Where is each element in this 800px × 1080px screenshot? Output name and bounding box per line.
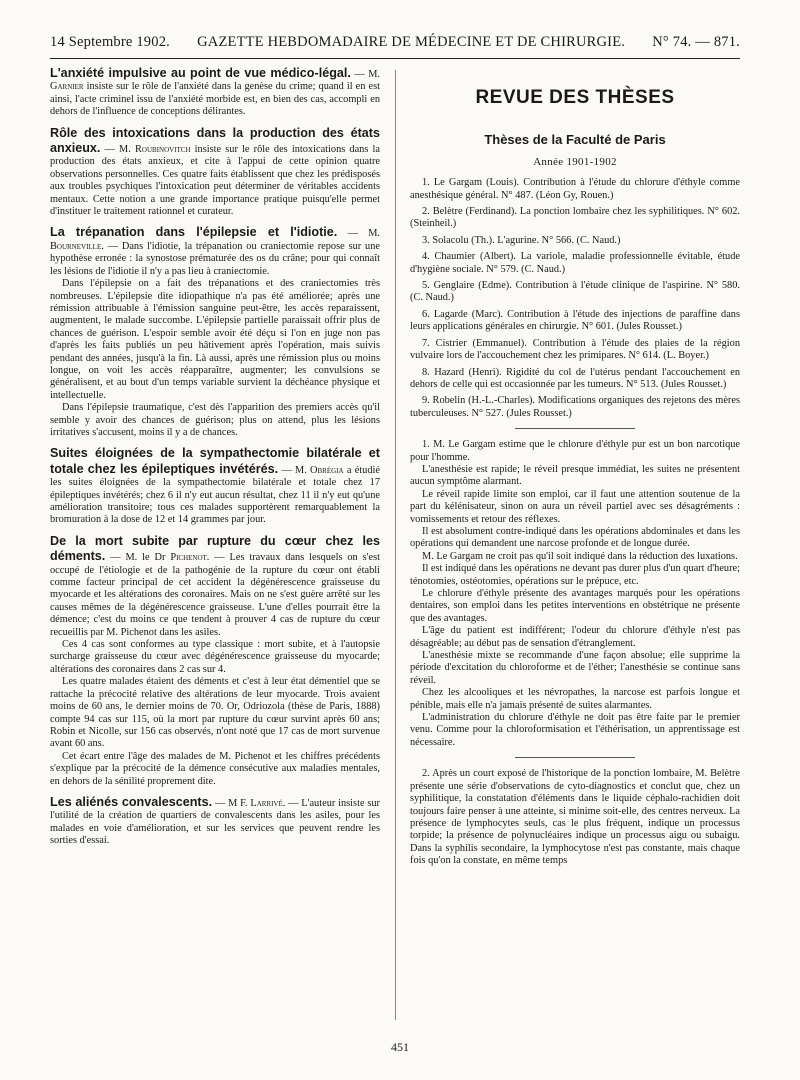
list-item: 9. Robelin (H.-L.-Charles). Modifications organiques des rejetons des mères tuberculeuses. N° 527. (Jules Rousset.) [410, 395, 740, 419]
column-divider [395, 70, 396, 1020]
review-paragraph: L'administration du chlorure d'éthyle ne doit pas être faite par le premier venu. Comme pour la chloroformisation et l'éthérisation, un apprentissage est nécessaire. [410, 712, 740, 748]
section-author: Obrégia [310, 464, 344, 476]
separator-rule [515, 428, 635, 429]
section-author: Larrivé [250, 797, 283, 809]
list-item: 7. Cistrier (Emmanuel). Contribution à l'étude des plaies de la région vulvaire lors de l'accouchement chez les primipares. N° 614. (L. Boyer.) [410, 337, 740, 362]
section-title: De la mort subite par rupture du cœur chez les déments. [50, 533, 380, 564]
header-journal: GAZETTE HEBDOMADAIRE DE MÉDECINE ET DE CHIRURGIE. [197, 34, 626, 50]
section-text: a étudié les suites éloignées de la sympathectomie bilatérale et totale chez 17 épileptiques invétérés; chez 6 il n'y eut aucun résultat, chez 11 il n'y eut qu'une amélioration transitoire; tous ces malades supportèrent remarquablement la bromuration à la dose de 12 et 14 grammes par jour. [50, 464, 380, 526]
list-item: 4. Chaumier (Albert). La variole, maladie professionnelle évitable, étude d'hygiène sociale. N° 579. (C. Naud.) [410, 251, 740, 275]
review-paragraph: L'âge du patient est indifférent; l'odeur du chlorure d'éthyle n'est pas désagréable; au début pas de sensation d'étranglement. [410, 625, 740, 649]
section-text: insiste sur le rôle de l'anxiété dans la genèse du crime; quand il en est ainsi, l'acte criminel issu de l'anxiété morbide est, en bien des cas, accompli en dehors de l'influence de conceptions délirantes. [50, 81, 380, 118]
review-year: Année 1901-1902 [533, 155, 617, 168]
list-item: 5. Genglaire (Edme). Contribution à l'étude clinique de l'aspirine. N° 580. (C. Naud.) [410, 280, 740, 304]
section-paragraph: Cet écart entre l'âge des malades de M. Pichenot et les chiffres précédents s'explique par la précocité de la démence consécutive aux maladies mentales, en dehors de la sénilité proprement dite. [50, 750, 380, 787]
section-alienes: Les aliénés convalescents. — M F. Larrivé. — L'auteur insiste sur l'utilité de la création de quartiers de convalescents dans les asiles, pour les malades en voie d'amélioration, et sur les services que peuvent rendre les sorties d'essai. [50, 794, 380, 847]
review-paragraph: L'anesthésie est rapide; le réveil presque immédiat, les suites ne présentent aucun symptôme alarmant. [410, 463, 740, 488]
list-item: 1. Le Gargam (Louis). Contribution à l'étude du chlorure d'éthyle comme anesthésique général. N° 487. (Léon Gy, Rouen.) [410, 177, 740, 201]
list-item: 2. Belètre (Ferdinand). La ponction lombaire chez les syphilitiques. N° 602. (Steinheil.) [410, 206, 740, 230]
review-paragraph: Le chlorure d'éthyle présente des avantages marqués pour les opérations dentaires, son emploi dans les petites interventions en obstétrique ne présente que des avantages. [410, 588, 740, 624]
review-paragraph: 1. M. Le Gargam estime que le chlorure d'éthyle pur est un bon narcotique pour l'homme. [410, 439, 740, 463]
section-author: Garnier [50, 81, 84, 93]
section-title: L'anxiété impulsive au point de vue médico-légal. [50, 66, 351, 80]
review-paragraph: Le réveil rapide limite son emploi, car il faut une attention soutenue de la part du kélénisateur, sinon on aura un réveil partiel avec ses désagréments : vomissements et retour des réflexes. [410, 488, 740, 525]
review-paragraph: Il est absolument contre-indiqué dans les opérations abdominales et dans les opérations qui demandent une narcose profonde et de longue durée. [410, 525, 740, 550]
section-intoxications: Rôle des intoxications dans la production des états anxieux. — M. Roubinovitch insiste sur le rôle des intoxications dans la production des états anxieux, et cite à l'appui de cette opinion quatre observations personnelles. Ces quatre faits établissent que chez les prédisposés aux troubles psychiques l'intoxication peut déterminer de véritables accidents mentaux. Cette notion a une grande importance pratique puisqu'elle permet d'instituer le traitement rationnel et curateur. [50, 125, 380, 218]
list-item: 3. Solacolu (Th.). L'agurine. N° 566. (C. Naud.) [422, 234, 621, 246]
section-anxiete: L'anxiété impulsive au point de vue médico-légal. — M. Garnier insiste sur le rôle de l'anxiété dans la genèse du crime; quand il en est ainsi, l'acte criminel issu de l'anxiété morbide est, en bien des cas, accompli en dehors de l'influence de conceptions délirantes. [50, 66, 380, 118]
section-mort-subite: De la mort subite par rupture du cœur chez les déments. — M. le Dr Pichenot. — Les travaux dans lesquels on s'est occupé de l'étiologie et de la pathogénie de la rupture du cœur ont établi comme facteur principal de cet accident la dégénérescence graisseuse du myocarde et les altérations des coronaires. Mais on ne s'est guère arrêté sur les causes mêmes de la dégénérescence graisseuse. L'une d'elles pourrait être la démence; c'est du moins ce que tendent à prouver 4 cas de rupture du cœur recueillis par M. Pichenot dans les asiles. Ces 4 cas sont conformes au type classique : mort subite, et à l'autopsie surcharge graisseuse du cœur avec dégénérescence graisseuse du myocarde; altérations des coronaires dans 2 cas sur 4. Les quatre malades étaient des déments et c'est à leur état démentiel que se rattache la précocité relative des altérations de leur myocarde. Trois avaient moins de 60 ans, le dernier moins de 70. Or, Odriozola (thèse de Paris, 1888) compte 94 cas sur 115, où la mort par rupture du cœur survint après 60 ans; Robin et Nicolle, sur 156 cas observés, n'ont noté que 17 cas de mort survenue avant 60 ans. Cet écart entre l'âge des malades de M. Pichenot et les chiffres précédents s'explique par la précocité de la démence consécutive aux maladies mentales, en dehors de la sénilité proprement dite. [50, 533, 380, 787]
header-rule [50, 58, 740, 59]
list-item: 8. Hazard (Henri). Rigidité du col de l'utérus pendant l'accouchement en dehors de celle qui est occasionnée par les tumeurs. N° 513. (Jules Rousset.) [410, 366, 740, 390]
section-title: Suites éloignées de la sympathectomie bilatérale et totale chez les épileptiques invétérés. [50, 446, 380, 476]
section-author: Roubinovitch [135, 144, 191, 156]
right-column [410, 66, 740, 868]
section-title: La trépanation dans l'épilepsie et l'idiotie. [50, 225, 338, 240]
thesis-2-review: 2. Après un court exposé de l'historique de la ponction lombaire, M. Belètre présente une série d'observations de cyto-diagnostics et conclut que, chez un syphilitique, la constatation d'éléments dans le liquide céphalo-rachidien doit toujours faire penser à une atteinte, si minime soit-elle, des centres nerveux. La présence de lymphocytes seuls, cas le plus fréquent, indique un processus torpide; la présence de polynucléaires indique un processus aigu ou subaigu. Dans la syphilis secondaire, la lymphocytose n'est pas constante, mais chaque fois qu'on la constate, en même temps [410, 768, 740, 867]
header-date: 14 Septembre 1902. [50, 34, 170, 50]
section-title: Les aliénés convalescents. [50, 794, 213, 809]
section-sympathectomie: Suites éloignées de la sympathectomie bilatérale et totale chez les épileptiques invétérés. — M. Obrégia a étudié les suites éloignées de la sympathectomie bilatérale et totale chez 17 épileptiques invétérés; chez 6 il n'y eut aucun résultat, chez 11 il n'y eut qu'une amélioration transitoire; tous ces malades supportèrent remarquablement la bromuration à la dose de 12 et 14 grammes par jour. [50, 446, 380, 526]
section-text: . — Dans l'idiotie, la trépanation ou craniectomie repose sur une hypothèse erronée : la synostose prématurée des os du crâne; pour qui connaît les lésions de l'idiotie il n'y a pas lieu à craniectomie. [50, 240, 380, 277]
page-number: 451 [391, 1040, 409, 1054]
list-item: 6. Lagarde (Marc). Contribution à l'étude des injections de paraffine dans leurs applications générales en chirurgie. N° 601. (Jules Rousset.) [410, 308, 740, 333]
section-author: Pichenot [170, 552, 207, 564]
separator-rule [515, 757, 635, 758]
review-title: REVUE DES THÈSES [475, 87, 675, 108]
review-paragraph: Chez les alcooliques et les névropathes, la narcose est parfois longue et pénible, mais elle n'a jamais présenté de suites alarmantes. [410, 687, 740, 711]
section-title: Rôle des intoxications dans la production des états anxieux. [50, 125, 380, 156]
header-issue: N° 74. — 871. [652, 34, 740, 50]
review-paragraph: M. Le Gargam ne croit pas qu'il soit indiqué dans la réduction des luxations. [422, 550, 738, 562]
section-paragraph: Dans l'épilepsie traumatique, c'est dès l'apparition des premiers accès qu'il semble y avoir des chances de guérison; plus on attend, plus les lésions irritatives s'accusent, moins il y a de chances. [50, 402, 380, 438]
thesis-1-review [410, 439, 740, 749]
section-text: . — Les travaux dans lesquels on s'est occupé de l'étiologie et de la pathogénie de la rupture du cœur ont établi comme facteur principal de cet accident la dégénérescence graisseuse du myocarde et les altérations des coronaires. Mais on ne s'est guère arrêté sur les causes mêmes de la dégénérescence graisseuse. L'une d'elles pourrait être la démence; c'est du moins ce que tendent à prouver 4 cas de rupture du cœur recueillis par M. Pichenot dans les asiles. [50, 552, 380, 638]
section-paragraph: Dans l'épilepsie on a fait des trépanations et des craniectomies très nombreuses. L'épilepsie dite idiopathique n'a pas été améliorée; après une rémission attribuable à l'émission sanguine peut-être, les accès reparaissent, augmentent, le malade succombe. L'épilepsie partielle paraissait offrir plus de chances de guérison. L'espoir semble avoir été déçu si l'on en juge non pas d'après les faits publiés un peu hâtivement après l'opération, mais suivis pendant des années, jusqu'à la fin. Là aussi, après une rémission plus ou moins longue, on voit les accès réapparaître, augmenter; les convulsions se généralisent, et au bout d'un temps variable survient la déchéance physique et intellectuelle. [50, 278, 380, 401]
left-column [50, 66, 380, 855]
theses-list [410, 177, 740, 420]
running-header [50, 34, 740, 56]
section-text: . — L'auteur insiste sur l'utilité de la création de quartiers de convalescents dans les asiles, pour les malades en voie d'amélioration, et sur les services que peuvent rendre les sorties d'essai. [50, 797, 380, 847]
section-paragraph: Les quatre malades étaient des déments et c'est à leur état démentiel que se rattache la précocité relative des altérations de leur myocarde. Trois avaient moins de 60 ans, le dernier moins de 70. Or, Odriozola (thèse de Paris, 1888) compte 94 cas sur 115, où la mort par rupture du cœur survint après 60 ans; Robin et Nicolle, sur 156 cas observés, n'ont noté que 17 cas de mort survenue avant 60 ans. [50, 676, 380, 750]
section-trepanation: La trépanation dans l'épilepsie et l'idiotie. — M. Bourneville. — Dans l'idiotie, la trépanation ou craniectomie repose sur une hypothèse erronée : la synostose prématurée des os du crâne; pour qui connaît les lésions de l'idiotie il n'y a pas lieu à craniectomie. Dans l'épilepsie on a fait des trépanations et des craniectomies très nombreuses. L'épilepsie dite idiopathique n'a pas été améliorée; après une rémission attribuable à l'émission sanguine peut-être, les accès reparaissent, augmentent, le malade succombe. L'épilepsie partielle paraissait offrir plus de chances de guérison. L'espoir semble avoir été déçu si l'on en juge non pas d'après les faits publiés un peu hâtivement après l'opération, mais suivis pendant des années, jusqu'à la fin. Là aussi, après une rémission plus ou moins longue, on voit les accès réapparaître, augmenter; les convulsions se généralisent, et au bout d'un temps variable survient la déchéance physique et intellectuelle. Dans l'épilepsie traumatique, c'est dès l'apparition des premiers accès qu'il semble y avoir des chances de guérison; plus on attend, plus les lésions irritatives s'accusent, moins il y a de chances. [50, 225, 380, 438]
review-paragraph: Il est indiqué dans les opérations ne devant pas durer plus d'un quart d'heure; ténotomies, ostéotomies, opérations sur le prépuce, etc. [410, 563, 740, 587]
review-paragraph: L'anesthésie mixte se recommande d'une façon absolue; elle supprime la période d'excitation du chloroforme et de l'éther; l'anesthésie se continue sans réveil. [410, 650, 740, 686]
section-author: Bourneville [50, 240, 102, 252]
review-subtitle: Thèses de la Faculté de Paris [484, 132, 666, 148]
section-paragraph: Ces 4 cas sont conformes au type classique : mort subite, et à l'autopsie surcharge graisseuse du cœur avec dégénérescence graisseuse du myocarde; altérations des coronaires dans 2 cas sur 4. [50, 639, 380, 675]
section-text: insiste sur le rôle des intoxications dans la production des états anxieux, et cite à l'appui de cette opinion quatre observations personnelles. Ces quatre faits établissent que chez les prédisposés aux troubles psychiques l'intoxication peut déterminer de véritables accidents mentaux. Cette notion a une grande importance pratique puisqu'elle permet d'instituer le traitement rationnel et curateur. [50, 144, 380, 218]
